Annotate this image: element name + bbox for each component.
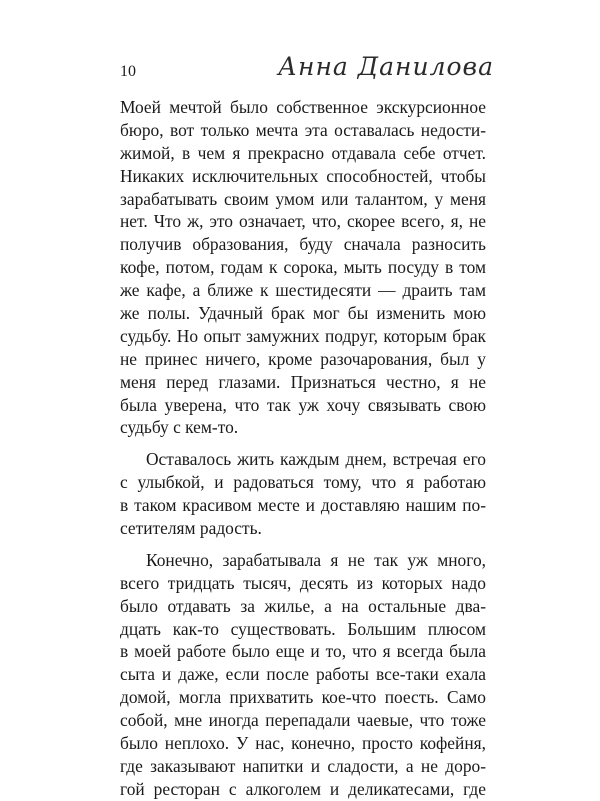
text-line: гой ресторан с алкоголем и деликатесами, где (120, 778, 486, 799)
text-line: судьбу с кем-то. (120, 417, 239, 438)
text-line: Конечно, зарабатывала я не так уж много, (146, 549, 486, 570)
paragraph (120, 96, 486, 439)
paragraph-gap (120, 439, 486, 448)
page-number: 10 (120, 63, 136, 80)
text-line: жимой, в чем я прекрасно отдавала себе отчет. (120, 142, 486, 163)
text-line: Моей мечтой было собственное экскурсионное (120, 97, 486, 117)
text-line: дцать как-то существовать. Большим плюсом (120, 618, 486, 639)
text-line: было отдавать за жилье, а на остальные два- (120, 595, 486, 616)
text-line: собой, мне иногда перепадали чаевые, что тоже (120, 710, 486, 731)
text-line: судьбу. Но опыт замужних подруг, которым брак (120, 325, 486, 346)
text-line: не принес ничего, кроме разочарования, был у (120, 348, 486, 369)
text-line: же полы. Удачный брак мог бы изменить мою (120, 303, 486, 324)
text-line: бюро, вот только мечта эта оставалась недости- (120, 119, 486, 140)
paragraph (120, 549, 486, 801)
text-line: сыта и даже, если после работы все-таки ехала (120, 664, 486, 685)
text-line: в таком красивом месте и доставляю нашим по- (120, 495, 486, 516)
text-line: меня перед глазами. Признаться честно, я не (120, 371, 486, 392)
text-line: Оставалось жить каждым днем, встречая его (146, 449, 486, 470)
paragraph (120, 448, 486, 540)
text-line: в моей работе было еще и то, что я всегда была (120, 641, 486, 662)
body-text (120, 96, 486, 801)
text-line: получив образования, буду сначала разносить (120, 234, 486, 255)
text-line: где заказывают напитки и сладости, а не доро- (120, 755, 486, 776)
text-line: зарабатывать своим умом или талантом, у меня (120, 188, 486, 209)
text-line: было неплохо. У нас, конечно, просто кофейня, (120, 733, 486, 754)
paragraph-gap (120, 540, 486, 549)
text-line: была уверена, что так уж хочу связывать свою (120, 394, 486, 415)
text-line: нет. Что ж, это означает, что, скорее всего, я, не (120, 211, 486, 232)
text-line: всего тридцать тысяч, десять из которых надо (120, 572, 486, 593)
text-line: домой, могла прихватить кое-что поесть. Само (120, 687, 486, 708)
text-line: кофе, потом, годам к сорока, мыть посуду в том (120, 257, 486, 278)
text-line: сетителям радость. (120, 518, 262, 539)
text-line: Никаких исключительных способностей, чтобы (120, 165, 486, 186)
text-line: же кафе, а ближе к шестидесяти — драить там (120, 280, 486, 301)
author-running-header: Анна Данилова (278, 52, 494, 81)
text-line: с улыбкой, и радоваться тому, что я работаю (120, 472, 486, 493)
